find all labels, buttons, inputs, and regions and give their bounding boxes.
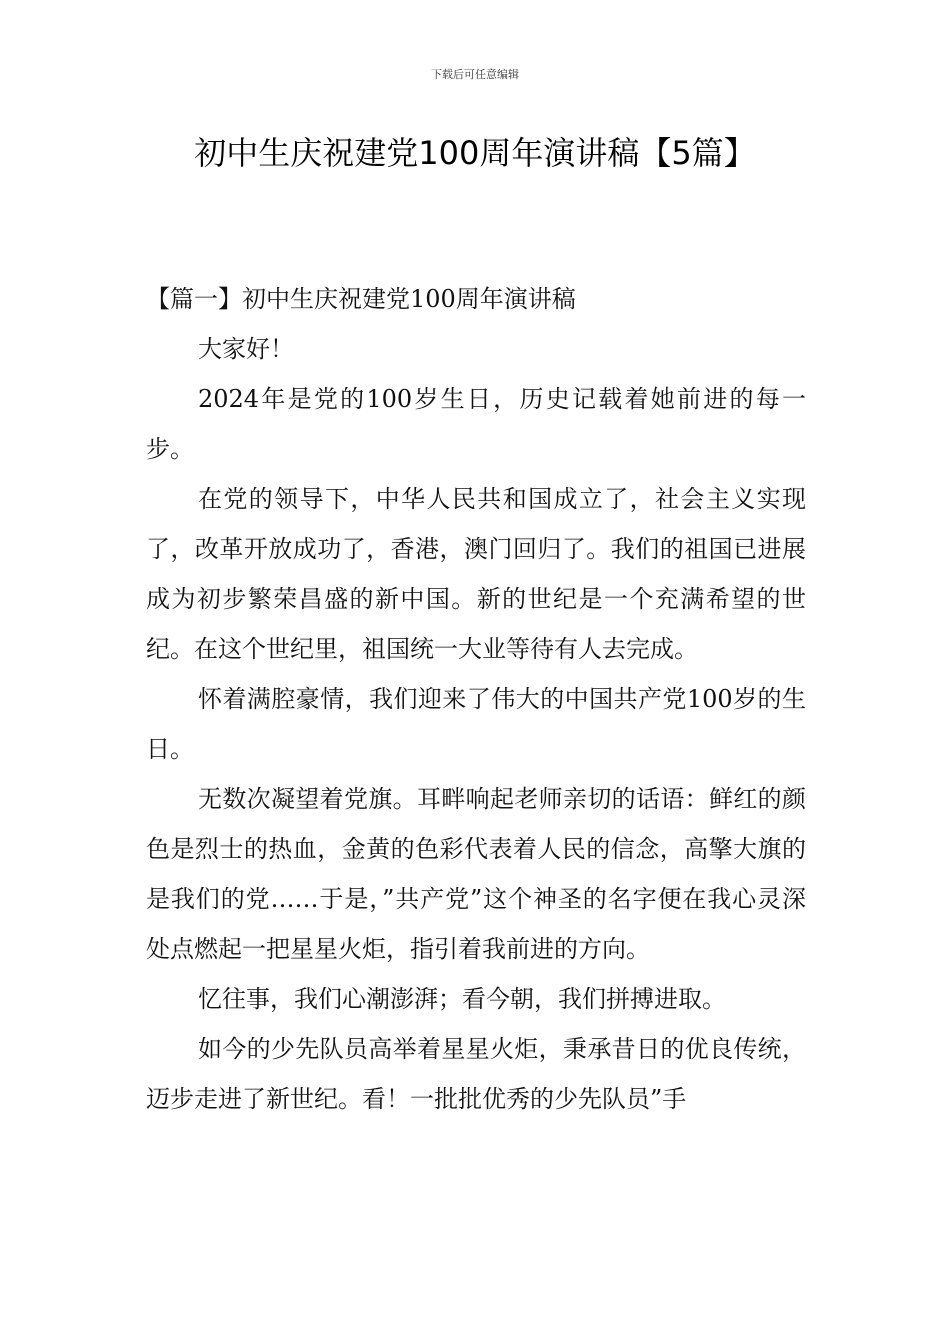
paragraph-2: 2024年是党的100岁生日，历史记载着她前进的每一步。: [146, 385, 806, 463]
paragraph-3: 在党的领导下，中华人民共和国成立了，社会主义实现了，改革开放成功了，香港，澳门回归了。我们的祖国已进展成为初步繁荣昌盛的新中国。新的世纪是一个充满希望的世纪。在这个世纪里，祖国统一大业等待有人去完成。: [146, 485, 806, 663]
paragraph-greeting: 大家好！: [198, 335, 294, 363]
document-title: 初中生庆祝建党100周年演讲稿【5篇】: [194, 134, 756, 172]
document-body: [146, 274, 806, 1124]
section-heading: 【篇一】初中生庆祝建党100周年演讲稿: [146, 285, 576, 313]
paragraph-6: 忆往事，我们心潮澎湃；看今朝，我们拼搏进取。: [198, 985, 726, 1013]
paragraph-5: 无数次凝望着党旗。耳畔响起老师亲切的话语：鲜红的颜色是烈士的热血，金黄的色彩代表着人民的信念，高擎大旗的是我们的党……于是，”共产党”这个神圣的名字便在我心灵深处点燃起一把星星火炬，指引着我前进的方向。: [146, 785, 806, 963]
paragraph-7: 如今的少先队员高举着星星火炬，秉承昔日的优良传统，迈步走进了新世纪。看！一批批优秀的少先队员”手: [146, 1035, 806, 1113]
page-header-note: 下载后可任意编辑: [431, 68, 519, 81]
paragraph-4: 怀着满腔豪情，我们迎来了伟大的中国共产党100岁的生日。: [146, 685, 806, 763]
